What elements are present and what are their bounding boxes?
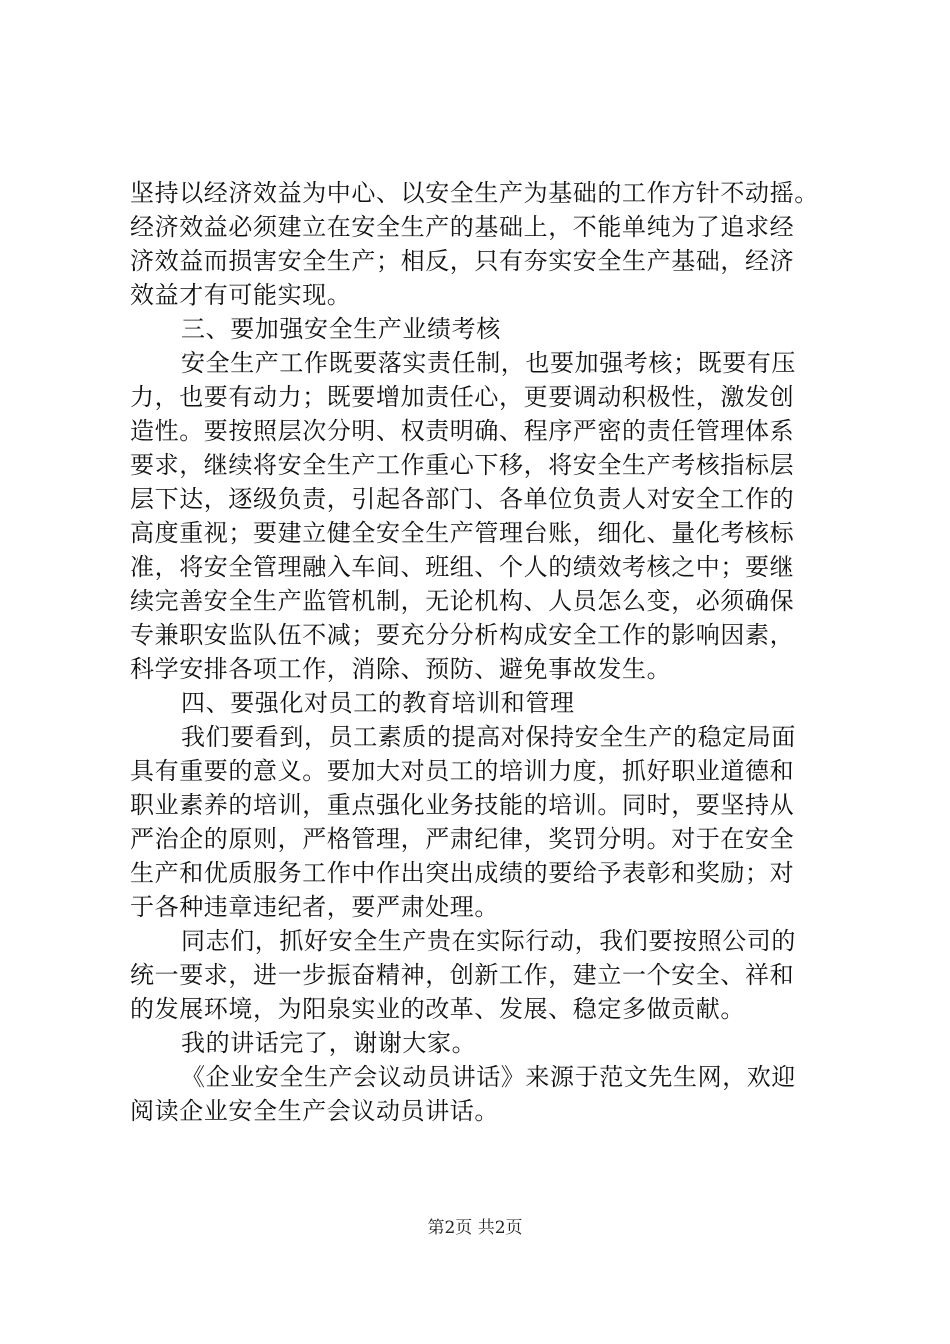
text-line: 力，也要有动力；既要增加责任心，更要调动积极性，激发创: [130, 383, 795, 411]
text-line: 科学安排各项工作，消除、预防、避免事故发生。: [130, 655, 672, 683]
page-footer: 第2页 共2页: [427, 1218, 523, 1238]
text-line: 经济效益必须建立在安全生产的基础上，不能单纯为了追求经: [130, 213, 795, 241]
text-line: 造性。要按照层次分明、权责明确、程序严密的责任管理体系: [130, 417, 795, 445]
text-line: 层下达，逐级负责，引起各部门、各单位负责人对安全工作的: [130, 485, 795, 513]
text-line: 《企业安全生产会议动员讲话》来源于范文先生网，欢迎: [181, 1063, 796, 1091]
text-line: 我们要看到，员工素质的提高对保持安全生产的稳定局面: [181, 723, 796, 751]
text-line: 具有重要的意义。要加大对员工的培训力度，抓好职业道德和: [130, 757, 795, 785]
text-line: 的发展环境，为阳泉实业的改革、发展、稳定多做贡献。: [130, 995, 745, 1023]
text-line: 三、要加强安全生产业绩考核: [181, 315, 501, 343]
text-line: 四、要强化对员工的教育培训和管理: [181, 689, 575, 717]
text-line: 续完善安全生产监管机制，无论机构、人员怎么变，必须确保: [130, 587, 795, 615]
text-line: 专兼职安监队伍不减；要充分分析构成安全工作的影响因素，: [130, 621, 795, 649]
text-line: 于各种违章违纪者，要严肃处理。: [130, 893, 499, 921]
text-line: 统一要求，进一步振奋精神，创新工作，建立一个安全、祥和: [130, 961, 795, 989]
text-line: 同志们，抓好安全生产贵在实际行动，我们要按照公司的: [181, 927, 796, 955]
text-line: 要求，继续将安全生产工作重心下移，将安全生产考核指标层: [130, 451, 795, 479]
text-line: 安全生产工作既要落实责任制，也要加强考核；既要有压: [181, 349, 796, 377]
text-line: 高度重视；要建立健全安全生产管理台账，细化、量化考核标: [130, 519, 795, 547]
text-line: 阅读企业安全生产会议动员讲话。: [130, 1097, 499, 1125]
text-line: 效益才有可能实现。: [130, 281, 352, 309]
document-body: [130, 176, 830, 1128]
text-line: 准，将安全管理融入车间、班组、个人的绩效考核之中；要继: [130, 553, 795, 581]
text-line: 生产和优质服务工作中作出突出成绩的要给予表彰和奖励；对: [130, 859, 795, 887]
text-line: 坚持以经济效益为中心、以安全生产为基础的工作方针不动摇。: [130, 179, 819, 207]
text-line: 严治企的原则，严格管理，严肃纪律，奖罚分明。对于在安全: [130, 825, 795, 853]
text-line: 职业素养的培训，重点强化业务技能的培训。同时，要坚持从: [130, 791, 795, 819]
text-line: 我的讲话完了，谢谢大家。: [181, 1029, 477, 1057]
text-line: 济效益而损害安全生产；相反，只有夯实安全生产基础，经济: [130, 247, 795, 275]
